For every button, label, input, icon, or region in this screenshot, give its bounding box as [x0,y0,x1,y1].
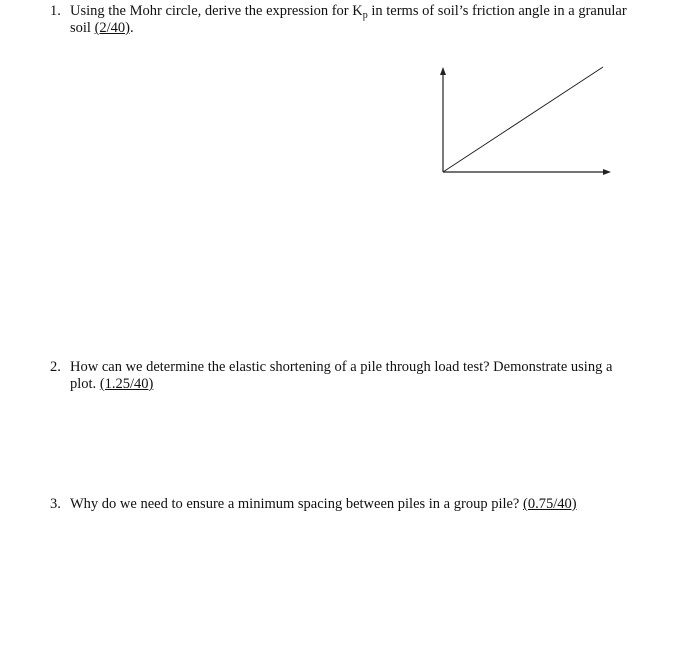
question-2-text: How can we determine the elastic shortening of a pile through load test? Demonstrate using a [70,359,613,375]
y-axis-arrowhead-icon [440,67,446,75]
question-1 [50,3,627,37]
question-1-number: 1. [50,3,61,19]
axis-sketch-figure [430,62,620,182]
question-3-line-1 [50,496,577,513]
question-1-line-2 [50,20,627,37]
question-1-text-start: Using the Mohr circle, derive the expression for K [70,3,363,19]
question-2-number: 2. [50,359,61,375]
question-1-marks: (2/40) [94,20,131,36]
question-1-line-1 [50,3,627,20]
diagonal-line [443,67,603,172]
question-3-number: 3. [50,496,61,512]
x-axis-arrowhead-icon [603,169,611,175]
question-3-text: Why do we need to ensure a minimum spacing between piles in a group pile? [70,496,523,512]
question-1-text-end: in terms of soil’s friction angle in a granular [367,3,627,19]
question-1-subscript: p [362,10,368,21]
question-1-period: . [130,20,134,36]
question-2-text-continued: plot. [70,376,100,392]
question-1-text-continued: soil [70,20,95,36]
question-2-marks: (1.25/40) [99,376,154,392]
question-2-line-1 [50,359,612,376]
question-2 [50,359,612,393]
question-3-marks: (0.75/40) [523,496,577,512]
question-2-line-2 [50,376,612,393]
question-3 [50,496,577,513]
